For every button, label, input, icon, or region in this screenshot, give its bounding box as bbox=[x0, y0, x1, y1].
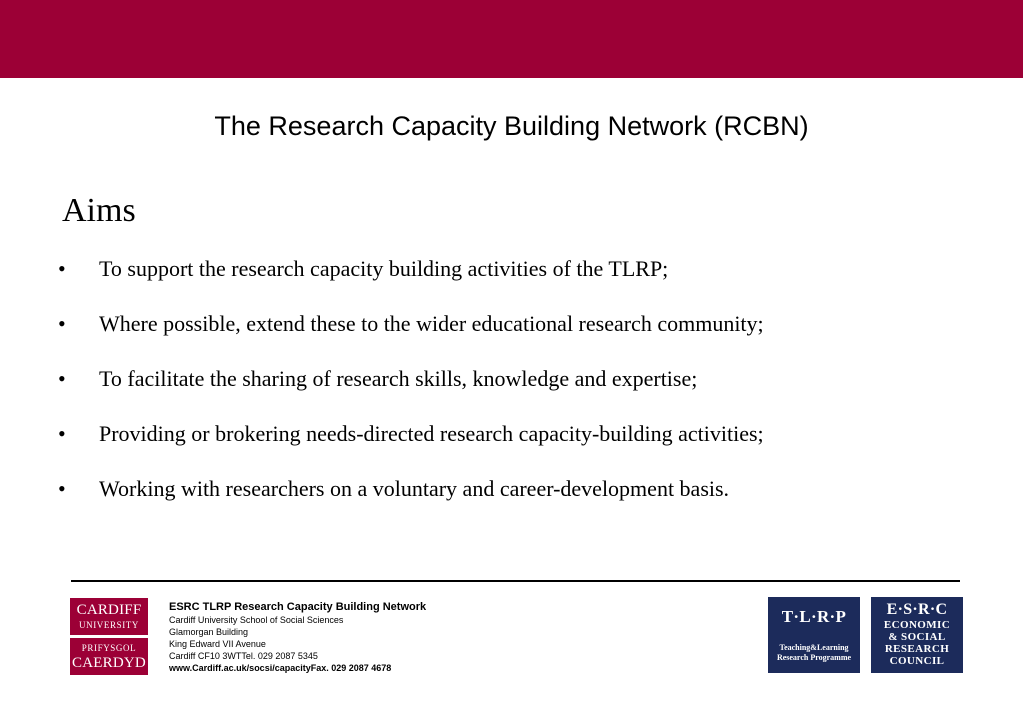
address-line: Cardiff University School of Social Sciences bbox=[169, 615, 344, 625]
esrc-logo-word: RESEARCH bbox=[884, 643, 950, 655]
esrc-logo-letters: E·S·R·C bbox=[886, 601, 948, 618]
bullet-icon: • bbox=[58, 256, 66, 281]
bullet-icon: • bbox=[58, 366, 66, 391]
aim-item bbox=[0, 253, 1023, 308]
aim-text: To facilitate the sharing of research skills, knowledge and expertise; bbox=[99, 366, 698, 391]
header-band bbox=[0, 0, 1023, 78]
esrc-logo-word: ECONOMIC bbox=[883, 619, 951, 631]
aim-item bbox=[0, 363, 1023, 418]
footer-web-fax: www.Cardiff.ac.uk/socsi/capacityFax. 029 2087 4678 bbox=[169, 663, 392, 673]
aim-text: Where possible, extend these to the wider educational research community; bbox=[99, 311, 764, 336]
cardiff-logo-line1: CARDIFF bbox=[76, 602, 142, 618]
aims-heading: Aims bbox=[62, 192, 136, 229]
tlrp-logo-tagline: Teaching&Learning bbox=[779, 643, 849, 652]
address-line: Glamorgan Building bbox=[169, 627, 249, 637]
cardiff-logo-bottom bbox=[70, 638, 148, 675]
cardiff-logo-line2: UNIVERSITY bbox=[79, 620, 139, 630]
aims-list bbox=[0, 253, 1023, 528]
footer-address bbox=[169, 601, 426, 674]
cardiff-university-logo bbox=[70, 598, 148, 675]
footer-organisation: ESRC TLRP Research Capacity Building Network bbox=[169, 601, 427, 613]
tlrp-logo bbox=[768, 597, 860, 673]
bullet-icon: • bbox=[58, 476, 66, 501]
esrc-logo-word: COUNCIL bbox=[889, 655, 945, 667]
esrc-logo bbox=[871, 597, 963, 673]
bullet-icon: • bbox=[58, 311, 66, 336]
address-line: Cardiff CF10 3WTTel. 029 2087 5345 bbox=[169, 651, 318, 661]
cardiff-logo-line4: CAERDYD bbox=[72, 655, 146, 671]
aim-text: Providing or brokering needs-directed research capacity-building activities; bbox=[99, 421, 764, 446]
aim-item bbox=[0, 308, 1023, 363]
bullet-icon: • bbox=[58, 421, 66, 446]
esrc-logo-word: & SOCIAL bbox=[888, 631, 946, 643]
tlrp-logo-letters: T·L·R·P bbox=[781, 607, 847, 626]
tlrp-logo-tagline: Research Programme bbox=[776, 653, 852, 662]
aim-text: To support the research capacity building activities of the TLRP; bbox=[99, 256, 669, 281]
aim-text: Working with researchers on a voluntary and career-development basis. bbox=[99, 476, 730, 501]
footer-divider bbox=[71, 580, 960, 582]
slide-title: The Research Capacity Building Network (RCBN) bbox=[214, 111, 809, 141]
cardiff-logo-line3: PRIFYSGOL bbox=[81, 643, 137, 653]
address-line: King Edward VII Avenue bbox=[169, 639, 266, 649]
cardiff-logo-top bbox=[70, 598, 148, 635]
aim-item bbox=[0, 418, 1023, 473]
aim-item bbox=[0, 473, 1023, 528]
